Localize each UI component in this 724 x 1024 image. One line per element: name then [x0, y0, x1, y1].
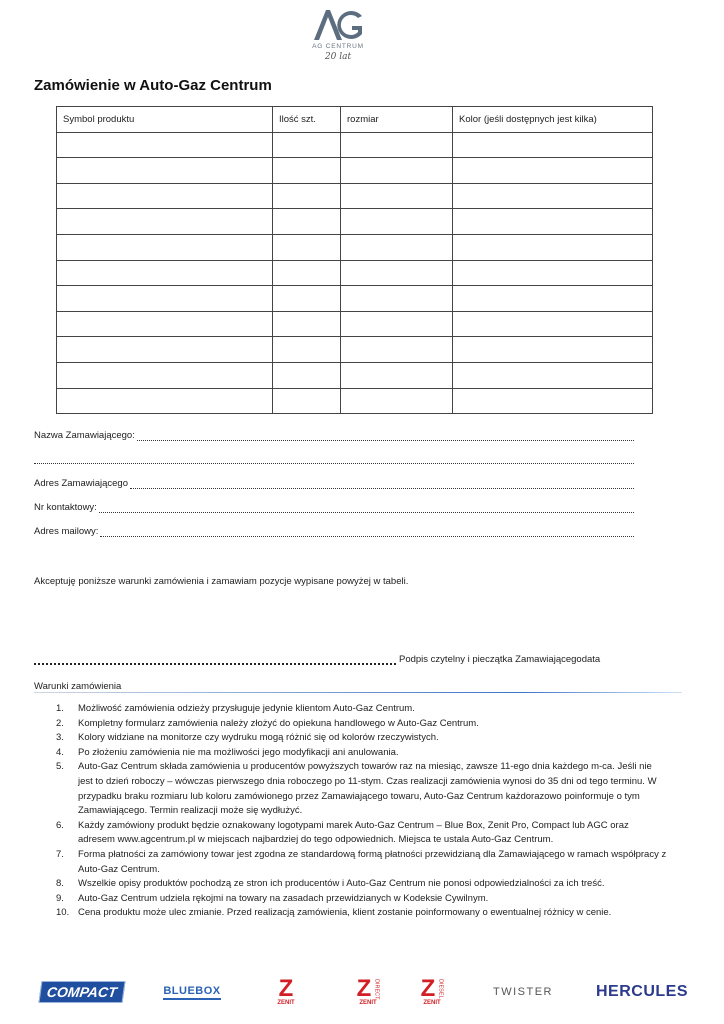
table-row: [57, 362, 653, 388]
column-header-color: Kolor (jeśli dostępnych jest kilka): [453, 107, 653, 133]
logo-anniversary: 20 lat: [324, 52, 352, 62]
table-row: [57, 337, 653, 363]
table-cell-symbol[interactable]: [57, 183, 273, 209]
term-number: 6.: [56, 819, 64, 831]
term-number: 2.: [56, 717, 64, 729]
table-cell-size[interactable]: [341, 388, 453, 414]
table-cell-symbol[interactable]: [57, 311, 273, 337]
brand-logos: [0, 968, 724, 1016]
table-row: [57, 158, 653, 184]
table-cell-size[interactable]: [341, 234, 453, 260]
table-cell-color[interactable]: [453, 286, 653, 312]
email-field[interactable]: [34, 526, 634, 537]
signature-caption: Podpis czytelny i pieczątka Zamawiającegodata: [399, 654, 601, 665]
table-cell-color[interactable]: [453, 158, 653, 184]
company-logo: [300, 8, 376, 72]
list-item: [56, 702, 668, 717]
terms-heading: Warunki zamówienia: [34, 681, 122, 692]
page-title: Zamówienie w Auto-Gaz Centrum: [34, 77, 272, 94]
term-number: 9.: [56, 892, 64, 904]
table-cell-quantity[interactable]: [273, 388, 341, 414]
email-label: Adres mailowy:: [34, 526, 99, 537]
list-item: [56, 906, 668, 921]
table-row: [57, 388, 653, 414]
list-item: [56, 746, 668, 761]
ordering-party-name-field[interactable]: [34, 430, 634, 441]
bluebox-logo: BLUEBOX: [160, 968, 224, 1016]
contact-number-input[interactable]: [99, 503, 634, 513]
terms-list: [56, 702, 668, 921]
table-cell-quantity[interactable]: [273, 132, 341, 158]
term-text: Kolory widziane na monitorze czy wydruku mogą różnić się od kolorów rzeczywistych.: [78, 732, 439, 744]
table-cell-color[interactable]: [453, 183, 653, 209]
ordering-party-name-input-line2[interactable]: [34, 454, 634, 464]
order-table: [56, 106, 653, 414]
table-cell-quantity[interactable]: [273, 209, 341, 235]
table-cell-symbol[interactable]: [57, 209, 273, 235]
zenit-direct-logo: Z DIRECT ZENIT: [356, 975, 380, 1006]
zenit-diesel-logo: Z DIESEL ZENIT: [420, 975, 444, 1006]
acceptance-statement: Akceptuję poniższe warunki zamówienia i zamawiam pozycje wypisane powyżej w tabeli.: [34, 576, 409, 587]
term-text: Auto-Gaz Centrum udziela rękojmi na towary na zasadach przewidzianych w Kodeksie Cywilnym.: [78, 892, 489, 904]
column-header-symbol: Symbol produktu: [57, 107, 273, 133]
term-text: Auto-Gaz Centrum składa zamówienia u producentów powyższych towarów raz na miesiąc, zawsze 11-ego dnia każdego m-ca. Jeśli nie jest to dzień roboczy – wówczas pierwszego dnia roboczego po 11-stym. Czas realizacji zamówienia wynosi do 35 dni od tego terminu. W przypadku braku rozmiaru lub koloru zamówionego przez Zamawiającego towaru, Auto-Gaz Centrum każdorazowo poinformuje o tym Zamawiającego. Termin realizacji może się wydłużyć.: [78, 761, 657, 817]
table-row: [57, 132, 653, 158]
terms-divider: [34, 692, 682, 693]
term-text: Możliwość zamówienia odzieży przysługuje jedynie klientom Auto-Gaz Centrum.: [78, 703, 415, 714]
table-row: [57, 286, 653, 312]
list-item: [56, 848, 668, 877]
term-text: Cena produktu może ulec zmianie. Przed realizacją zamówienia, klient zostanie poinformowany o ewentualnej różnicy w cenie.: [78, 907, 612, 919]
ag-logo-icon: [310, 8, 366, 42]
ordering-party-name-continuation[interactable]: [34, 454, 634, 464]
table-cell-quantity[interactable]: [273, 337, 341, 363]
table-cell-size[interactable]: [341, 183, 453, 209]
table-cell-symbol[interactable]: [57, 388, 273, 414]
table-cell-size[interactable]: [341, 311, 453, 337]
table-cell-color[interactable]: [453, 209, 653, 235]
table-cell-color[interactable]: [453, 234, 653, 260]
table-cell-symbol[interactable]: [57, 158, 273, 184]
table-cell-quantity[interactable]: [273, 234, 341, 260]
list-item: [56, 892, 668, 907]
compact-logo: COMPACT: [40, 968, 124, 1016]
signature-input[interactable]: [34, 655, 396, 665]
table-cell-symbol[interactable]: [57, 260, 273, 286]
term-text: Kompletny formularz zamówienia należy złożyć do opiekuna handlowego w Auto-Gaz Centrum.: [78, 717, 479, 729]
term-number: 1.: [56, 703, 64, 714]
table-cell-quantity[interactable]: [273, 183, 341, 209]
term-number: 8.: [56, 878, 64, 890]
table-header-row: [57, 107, 653, 133]
table-cell-symbol[interactable]: [57, 337, 273, 363]
list-item: [56, 819, 668, 848]
order-table-body: [57, 132, 653, 414]
table-cell-color[interactable]: [453, 260, 653, 286]
ordering-party-address-input[interactable]: [130, 479, 634, 489]
ordering-party-address-label: Adres Zamawiającego: [34, 478, 128, 489]
table-cell-color[interactable]: [453, 388, 653, 414]
zenit-logo: Z ZENIT: [277, 975, 295, 1006]
email-input[interactable]: [100, 527, 634, 537]
list-item: [56, 760, 668, 818]
table-cell-size[interactable]: [341, 158, 453, 184]
column-header-quantity: Ilość szt.: [273, 107, 341, 133]
table-cell-size[interactable]: [341, 337, 453, 363]
list-item: [56, 731, 668, 746]
table-cell-size[interactable]: [341, 209, 453, 235]
list-item: [56, 717, 668, 732]
term-number: 10.: [56, 907, 70, 919]
table-cell-color[interactable]: [453, 362, 653, 388]
column-header-size: rozmiar: [341, 107, 453, 133]
ordering-party-name-input[interactable]: [137, 431, 634, 441]
table-cell-quantity[interactable]: [273, 260, 341, 286]
term-text: Forma płatności za zamówiony towar jest zgodna ze standardową formą płatności przewidzianą dla Zamawiającego w ramach współpracy z Auto-Gaz Centrum.: [78, 848, 667, 875]
table-cell-quantity[interactable]: [273, 158, 341, 184]
term-number: 4.: [56, 746, 64, 758]
table-cell-quantity[interactable]: [273, 286, 341, 312]
term-text: Każdy zamówiony produkt będzie oznakowany logotypami marek Auto-Gaz Centrum – Blue Box, Zenit Pro, Compact lub AGC oraz adresem www.agcentrum.pl w miejscach najbardziej do tego odpowiednich. Miejsca te ustala Auto-Gaz Centrum.: [78, 819, 629, 846]
table-row: [57, 183, 653, 209]
table-cell-size[interactable]: [341, 362, 453, 388]
hercules-logo: HERCULES: [595, 983, 688, 1000]
table-cell-size[interactable]: [341, 260, 453, 286]
term-text: Wszelkie opisy produktów pochodzą ze stron ich producentów i Auto-Gaz Centrum nie ponosi odpowiedzialności za ich treść.: [78, 878, 605, 890]
table-cell-symbol[interactable]: [57, 362, 273, 388]
table-cell-symbol[interactable]: [57, 286, 273, 312]
logo-company-name: AG CENTRUM: [312, 43, 364, 50]
twister-logo: TWISTER: [493, 986, 553, 998]
table-cell-color[interactable]: [453, 132, 653, 158]
list-item: [56, 877, 668, 892]
term-number: 3.: [56, 732, 64, 744]
ordering-party-address-field[interactable]: [34, 478, 634, 489]
term-number: 5.: [56, 761, 64, 773]
table-cell-quantity[interactable]: [273, 311, 341, 337]
table-cell-quantity[interactable]: [273, 362, 341, 388]
contact-number-label: Nr kontaktowy:: [34, 502, 97, 513]
table-cell-size[interactable]: [341, 286, 453, 312]
term-number: 7.: [56, 848, 64, 860]
signature-line[interactable]: [34, 654, 600, 665]
table-cell-symbol[interactable]: [57, 234, 273, 260]
contact-number-field[interactable]: [34, 502, 634, 513]
table-cell-symbol[interactable]: [57, 132, 273, 158]
table-cell-size[interactable]: [341, 132, 453, 158]
ordering-party-name-label: Nazwa Zamawiającego:: [34, 430, 135, 441]
term-text: Po złożeniu zamówienia nie ma możliwości jego modyfikacji ani anulowania.: [78, 746, 399, 758]
table-row: [57, 260, 653, 286]
table-row: [57, 234, 653, 260]
table-cell-color[interactable]: [453, 311, 653, 337]
table-row: [57, 209, 653, 235]
table-row: [57, 311, 653, 337]
table-cell-color[interactable]: [453, 337, 653, 363]
